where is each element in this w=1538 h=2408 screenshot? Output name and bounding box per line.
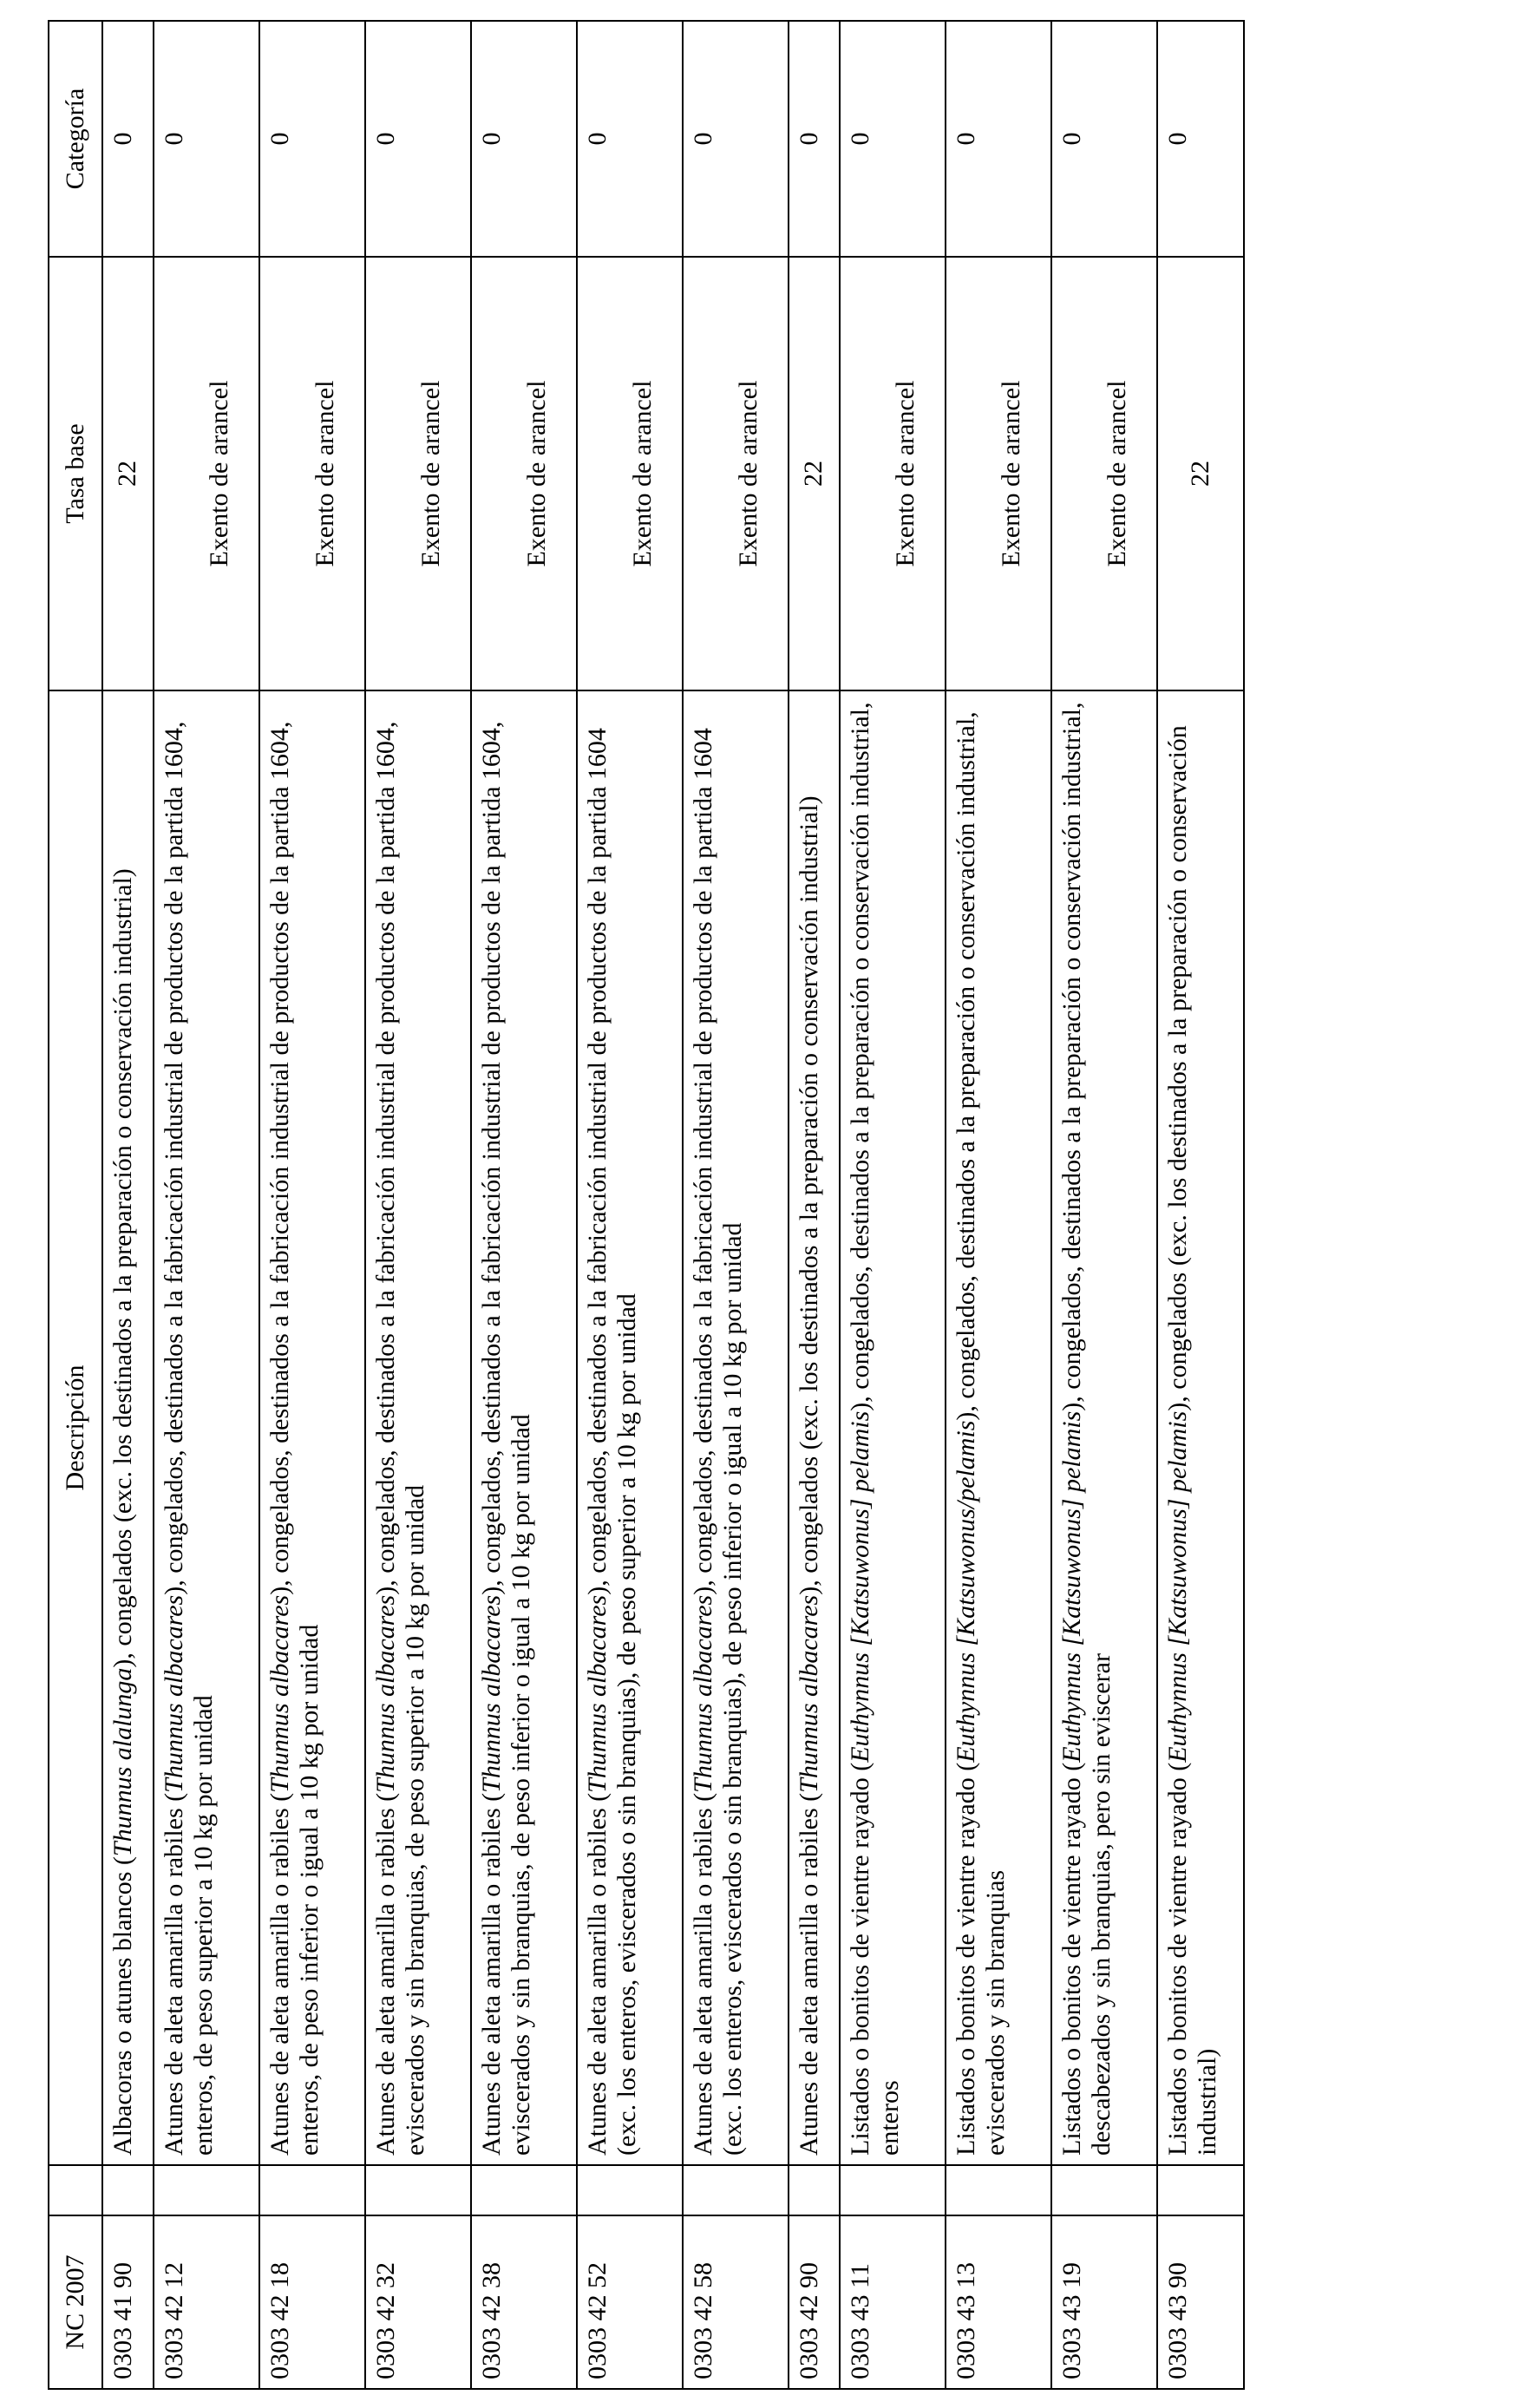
- rate-cell: Exento de arancel: [683, 257, 789, 690]
- table-row: [789, 21, 840, 2389]
- species-name: Euthynnus [Katsuwonus/pelamis: [951, 1420, 980, 1763]
- gap-cell: [946, 2165, 1051, 2215]
- code-cell: 0303 41 90: [102, 2215, 154, 2389]
- table-row: [1051, 21, 1157, 2389]
- species-name: Thunnus albacares: [688, 1594, 717, 1793]
- table-row: [577, 21, 683, 2389]
- category-cell: 0: [471, 21, 577, 257]
- table-row: [683, 21, 789, 2389]
- gap-cell: [471, 2165, 577, 2215]
- species-name: Thunnus albacares: [370, 1594, 400, 1793]
- description-cell: [102, 690, 154, 2165]
- description-text: ), congelados (exc. los destinados a la preparación o conservación industrial): [794, 795, 823, 1595]
- description-cell: [259, 690, 365, 2165]
- description-text: Atunes de aleta amarilla o rabiles (: [265, 1792, 294, 2156]
- code-cell: 0303 43 11: [840, 2215, 946, 2389]
- description-text: Atunes de aleta amarilla o rabiles (: [688, 1792, 717, 2156]
- rate-cell: Exento de arancel: [154, 257, 259, 690]
- table-row: [840, 21, 946, 2389]
- category-cell: 0: [102, 21, 154, 257]
- species-name: Thunnus alalunga: [108, 1667, 137, 1857]
- table-body: [102, 21, 1244, 2389]
- description-text: ), congelados, destinados a la fabricación industrial de productos de la partida 1604, enteros, de peso inferior o igual a 10 kg por unidad: [265, 721, 324, 2156]
- tariff-table: [48, 20, 1245, 2390]
- code-cell: 0303 42 12: [154, 2215, 259, 2389]
- description-text: ), congelados, destinados a la fabricación industrial de productos de la partida 1604, enteros, de peso superior a 10 kg por unidad: [159, 721, 218, 2156]
- header-category: Categoría: [49, 21, 102, 257]
- gap-cell: [683, 2165, 789, 2215]
- gap-cell: [102, 2165, 154, 2215]
- description-text: Atunes de aleta amarilla o rabiles (: [159, 1792, 188, 2156]
- table-row: [1157, 21, 1244, 2389]
- header-gap: [49, 2165, 102, 2215]
- description-cell: [471, 690, 577, 2165]
- gap-cell: [840, 2165, 946, 2215]
- table-header-row: [49, 21, 102, 2389]
- description-text: Atunes de aleta amarilla o rabiles (: [370, 1792, 400, 2156]
- description-text: Atunes de aleta amarilla o rabiles (: [794, 1792, 823, 2156]
- description-cell: [789, 690, 840, 2165]
- description-cell: [840, 690, 946, 2165]
- description-text: Listados o bonitos de vientre rayado (: [1162, 1762, 1192, 2156]
- gap-cell: [1051, 2165, 1157, 2215]
- category-cell: 0: [1157, 21, 1244, 257]
- category-cell: 0: [577, 21, 683, 257]
- description-cell: [946, 690, 1051, 2165]
- rate-cell: 22: [102, 257, 154, 690]
- category-cell: 0: [789, 21, 840, 257]
- rate-cell: 22: [789, 257, 840, 690]
- table-row: [102, 21, 154, 2389]
- header-rate: Tasa base: [49, 257, 102, 690]
- category-cell: 0: [154, 21, 259, 257]
- description-cell: [577, 690, 683, 2165]
- species-name: Thunnus albacares: [265, 1594, 294, 1793]
- description-text: Listados o bonitos de vientre rayado (: [845, 1762, 874, 2156]
- description-text: ), congelados (exc. los destinados a la preparación o conservación industrial): [108, 868, 137, 1668]
- description-text: Listados o bonitos de vientre rayado (: [951, 1762, 980, 2156]
- description-cell: [154, 690, 259, 2165]
- description-cell: [1051, 690, 1157, 2165]
- code-cell: 0303 43 13: [946, 2215, 1051, 2389]
- rate-cell: Exento de arancel: [365, 257, 471, 690]
- rate-cell: 22: [1157, 257, 1244, 690]
- description-text: Atunes de aleta amarilla o rabiles (: [582, 1792, 612, 2156]
- category-cell: 0: [683, 21, 789, 257]
- rate-cell: Exento de arancel: [577, 257, 683, 690]
- description-text: ), congelados, destinados a la preparación o conservación industrial, eviscerados y sin branquias: [951, 711, 1010, 2156]
- table-row: [946, 21, 1051, 2389]
- gap-cell: [577, 2165, 683, 2215]
- category-cell: 0: [259, 21, 365, 257]
- gap-cell: [789, 2165, 840, 2215]
- rate-cell: Exento de arancel: [1051, 257, 1157, 690]
- description-text: Listados o bonitos de vientre rayado (: [1057, 1762, 1086, 2156]
- description-text: ), congelados, destinados a la preparación o conservación industrial, enteros: [845, 702, 904, 2156]
- species-name: Euthynnus [Katsuwonus] pelamis: [1162, 1410, 1192, 1763]
- species-name: Euthynnus [Katsuwonus] pelamis: [1057, 1410, 1086, 1763]
- table-row: [154, 21, 259, 2389]
- description-text: ), congelados, destinados a la fabricación industrial de productos de la partida 1604 (exc. los enteros, eviscerados o sin branquias), de peso superior a 10 kg por unidad: [582, 728, 641, 2156]
- description-text: ), congelados, destinados a la preparación o conservación industrial, descabezados y sin branquias, pero sin eviscerar: [1057, 702, 1116, 2156]
- species-name: Thunnus albacares: [476, 1594, 506, 1793]
- description-cell: [683, 690, 789, 2165]
- species-name: Thunnus albacares: [582, 1594, 612, 1793]
- code-cell: 0303 42 90: [789, 2215, 840, 2389]
- description-text: ), congelados (exc. los destinados a la preparación o conservación industrial): [1162, 725, 1221, 2156]
- header-code: NC 2007: [49, 2215, 102, 2389]
- category-cell: 0: [946, 21, 1051, 257]
- description-cell: [365, 690, 471, 2165]
- gap-cell: [1157, 2165, 1244, 2215]
- description-text: ), congelados, destinados a la fabricación industrial de productos de la partida 1604 (exc. los enteros, eviscerados o sin branquias), de peso inferior o igual a 10 kg por unidad: [688, 728, 747, 2156]
- code-cell: 0303 42 52: [577, 2215, 683, 2389]
- rate-cell: Exento de arancel: [840, 257, 946, 690]
- species-name: Thunnus albacares: [794, 1594, 823, 1793]
- rotated-page: [48, 22, 1245, 2390]
- gap-cell: [259, 2165, 365, 2215]
- rate-cell: Exento de arancel: [259, 257, 365, 690]
- code-cell: 0303 42 58: [683, 2215, 789, 2389]
- species-name: Euthynnus [Katsuwonus] pelamis: [845, 1410, 874, 1763]
- code-cell: 0303 43 19: [1051, 2215, 1157, 2389]
- description-cell: [1157, 690, 1244, 2165]
- gap-cell: [154, 2165, 259, 2215]
- code-cell: 0303 43 90: [1157, 2215, 1244, 2389]
- category-cell: 0: [365, 21, 471, 257]
- rate-cell: Exento de arancel: [471, 257, 577, 690]
- table-row: [471, 21, 577, 2389]
- gap-cell: [365, 2165, 471, 2215]
- code-cell: 0303 42 18: [259, 2215, 365, 2389]
- species-name: Thunnus albacares: [159, 1594, 188, 1793]
- description-text: Albacoras o atunes blancos (: [108, 1856, 137, 2156]
- code-cell: 0303 42 38: [471, 2215, 577, 2389]
- code-cell: 0303 42 32: [365, 2215, 471, 2389]
- table-row: [365, 21, 471, 2389]
- rate-cell: Exento de arancel: [946, 257, 1051, 690]
- table-row: [259, 21, 365, 2389]
- header-description: Descripción: [49, 690, 102, 2165]
- description-text: ), congelados, destinados a la fabricación industrial de productos de la partida 1604, eviscerados y sin branquias, de peso superior a 10 kg por unidad: [370, 721, 429, 2156]
- description-text: ), congelados, destinados a la fabricación industrial de productos de la partida 1604, eviscerados y sin branquias, de peso inferior o igual a 10 kg por unidad: [476, 721, 535, 2156]
- description-text: Atunes de aleta amarilla o rabiles (: [476, 1792, 506, 2156]
- category-cell: 0: [1051, 21, 1157, 257]
- category-cell: 0: [840, 21, 946, 257]
